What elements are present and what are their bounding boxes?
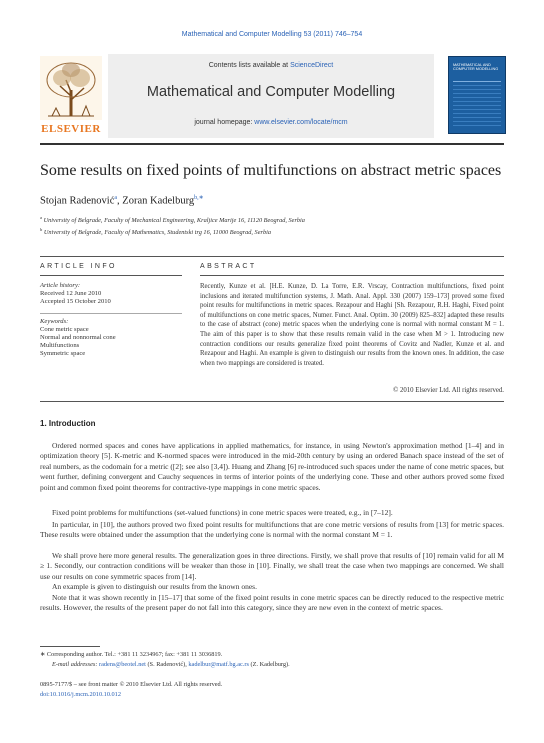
affiliation-a: $^a$ University of Belgrade, Faculty of Mechanical Engineering, Kraljice Marije 16, 11120 Beograd, Serbia [40, 215, 305, 225]
elsevier-tree-logo [40, 56, 102, 132]
doi-link[interactable]: doi:10.1016/j.mcm.2010.10.012 [40, 691, 121, 698]
intro-paragraph-2: Fixed point problems for multifunctions (set-valued functions) in cone metric spaces were treated, e.g., in [7–12]. [52, 508, 393, 517]
corresponding-author-note: ∗ Corresponding author. Tel.: +381 11 3234967; fax: +381 11 3036819. [40, 651, 223, 658]
keywords [40, 318, 116, 358]
intro-paragraph-3: In particular, in [10], the authors proved two fixed point results for multifunctions that are cone metric versions of results from [13] for metric spaces. These results were obtained under the assumption that the underlying cone is normal with the normal constant M = 1. [40, 520, 504, 540]
affiliation-b: $^b$ University of Belgrade, Faculty of Mathematics, Studentski trg 16, 11000 Beograd, Serbia [40, 227, 272, 237]
doi-line [40, 691, 121, 698]
section-heading: 1. Introduction [40, 419, 96, 428]
keyword-item: Multifunctions [40, 342, 80, 349]
keywords-label: Keywords: [40, 318, 69, 325]
intro-paragraph-6: Note that it was shown recently in [15–17] that some of the fixed point results in cone metric spaces can be directly reduced to the respective metric results. However, the results of the present paper do not fall into this category, since they are new even in the context of metric spaces. [40, 593, 504, 613]
email-addresses [52, 661, 290, 668]
author-2: Zoran Kadelburg [122, 195, 195, 207]
header-rule [40, 143, 504, 145]
email-1-owner: (S. Radenović), [145, 661, 189, 668]
elsevier-wordmark: ELSEVIER [41, 123, 101, 135]
keyword-item: Normal and nonnormal cone [40, 334, 116, 341]
info-divider [40, 313, 182, 314]
article-title: Some results on fixed points of multifunctions on abstract metric spaces [40, 162, 502, 179]
accepted-date: Accepted 15 October 2010 [40, 298, 111, 305]
received-date: Received 12 June 2010 [40, 290, 102, 297]
intro-paragraph-1: Ordered normed spaces and cones have applications in applied mathematics, for instance, in using Newton's approximation method [1–4] and in optimization theory [5]. K-metric and K-normed spaces were introduced in the mid-20th century by using an ordered Banach space instead of the set of real numbers, as the codomain for a metric ([2]; see also [3,4]). Huang and Zhang [6] re-introduced such spaces under the name of cone metric spaces, but went further, defining convergent and Cauchy sequences in terms of interior points of the underlying cone. These and other authors proved some fixed point and common fixed point theorems for contractive-type mappings in cone metric spaces. [40, 441, 504, 492]
running-head: Mathematical and Computer Modelling 53 (2011) 746–754 [181, 31, 363, 38]
article-info-heading: ARTICLE INFO [40, 263, 117, 270]
section-rule [40, 256, 504, 257]
email-link-1[interactable]: radens@beotel.net [99, 661, 146, 668]
footnote-rule [40, 646, 100, 647]
author-1-affiliation-mark: a [114, 195, 118, 201]
author-2-affiliation-mark[interactable]: b,∗ [194, 195, 204, 201]
article-info-rule [40, 275, 182, 276]
history-label: Article history: [40, 282, 81, 289]
author-separator: , [117, 195, 123, 207]
abstract-text: Recently, Kunze et al. [H.E. Kunze, D. La Torre, E.R. Vrscay, Contraction multifunctions, fixed point inclusions and iterated multifunction systems, J. Math. Anal. Appl. 330 (2007) 159–173] proved some fixed point results for multifunctions in metric spaces. Rezapour and Haghi [Sh. Rezapour, R.H. Haghi, Fixed point of multifunctions on cone metric spaces, Numer. Funct. Anal. Optim. 30 (2009) 825–832] adapted these results to the case of abstract (cone) metric spaces when the underlying cone is normal with normal constant M = 1. The aim of this paper is to show that these results remain valid in the case when M > 1. Introducing new contraction conditions our results generalize fixed point theorems of Covitz and Nadler, Kunze et al. and Rezapour and Haghi. An example is given to distinguish our results from the known ones. In addition, the case when two mappings are considered is treated. [200, 283, 504, 367]
journal-title: Mathematical and Computer Modelling [146, 84, 396, 100]
abstract-rule [200, 275, 504, 276]
email-label: E-mail addresses: [52, 661, 99, 668]
keyword-item: Symmetric space [40, 350, 86, 357]
abstract-copyright: © 2010 Elsevier Ltd. All rights reserved. [393, 387, 504, 394]
intro-paragraph-5: An example is given to distinguish our results from the known ones. [52, 582, 257, 591]
sciencedirect-link[interactable]: ScienceDirect [290, 62, 334, 69]
journal-homepage-link[interactable]: www.elsevier.com/locate/mcm [254, 119, 348, 126]
author-1: Stojan Radenović [40, 195, 115, 207]
contents-prefix: Contents lists available at [208, 62, 291, 69]
contents-line [108, 62, 434, 69]
abstract-end-rule [40, 401, 504, 402]
keyword-item: Cone metric space [40, 326, 89, 333]
issn-line: 0895-7177/$ – see front matter © 2010 Elsevier Ltd. All rights reserved. [40, 681, 223, 688]
authors [40, 194, 204, 207]
homepage-line [108, 119, 434, 126]
abstract-heading: ABSTRACT [200, 263, 257, 270]
journal-cover-thumbnail [448, 56, 506, 134]
cover-title: MATHEMATICAL AND COMPUTER MODELLING [453, 63, 499, 72]
email-2-owner: (Z. Kadelburg). [248, 661, 290, 668]
email-link-2[interactable]: kadelbur@matf.bg.ac.rs [188, 661, 249, 668]
intro-paragraph-4: We shall prove here more general results. The generalization goes in three directions. Firstly, we shall prove that results of [10] remain valid for all M ≥ 1. Secondly, our contraction conditions will be weaker than those in [10]. Finally, we shall treat the case when two mappings are concerned. We shall use our results on cone symmetric spaces from [14]. [40, 551, 504, 581]
article-history [40, 282, 111, 306]
homepage-prefix: journal homepage: [194, 119, 255, 126]
